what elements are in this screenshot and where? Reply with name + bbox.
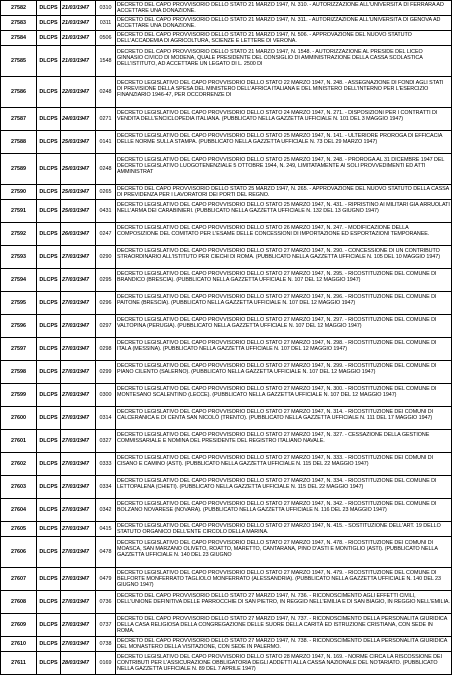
- table-row: [1, 637, 452, 652]
- record-number: 27603: [1, 476, 37, 499]
- table-row: [1, 131, 452, 154]
- table-row: [1, 499, 452, 522]
- act-type-code: DLCPS: [37, 1, 61, 16]
- act-description: [116, 453, 452, 476]
- act-description-text: DECRETO LEGISLATIVO DEL CAPO PROVVISORIO DELLO STATO 27 MARZO 1947, N. 296. - RICOSTITUZIONE DEL COMUNE DI PAITONE (BRESCIA). (PUBBLICATO NELLA GAZZETTA UFFICIALE N. 107 DEL 12 MAGGIO 1947): [117, 294, 437, 306]
- act-description: [116, 246, 452, 269]
- record-number: 27586: [1, 77, 37, 108]
- act-description: [116, 384, 452, 407]
- act-number: 0248: [96, 154, 116, 185]
- act-description: [116, 77, 452, 108]
- act-type-code: DLCPS: [37, 537, 61, 568]
- act-description-text: DECRETO LEGISLATIVO DEL CAPO PROVVISORIO DELLO STATO 27 MARZO 1947, N. 334. - RICOSTITUZIONE DEL COMUNE DI LETTOPALENA (CHIETI). (PUBBLICATO NELLA GAZZETTA UFFICIALE N. 115 DEL 22 MAGGIO 1947): [117, 478, 437, 490]
- act-description-text: DECRETO LEGISLATIVO DEL CAPO PROVVISORIO DELLO STATO 27 MARZO 1947, N. 415. - SOSTITUZIONE DELL'ART. 19 DELLO STATUTO ORGANICO DELL'ENTE CIRCOLO DELLA MARINA.: [117, 523, 441, 535]
- act-date: 27/03/1947: [61, 407, 96, 430]
- act-number: 0298: [96, 338, 116, 361]
- table-row: [1, 407, 452, 430]
- act-date: 27/03/1947: [61, 568, 96, 591]
- table-row: [1, 614, 452, 637]
- act-date: 27/03/1947: [61, 522, 96, 537]
- act-description-text: DECRETO LEGISLATIVO DEL CAPO PROVVISORIO DELLO STATO 27 MARZO 1947, N. 297. - RICOSTITUZIONE DEL COMUNE DI VALTOPINA (PERUGIA). (PUBBLICATO NELLA GAZZETTA UFFICIALE N. 107 DEL 12 MAGGIO 1947): [117, 317, 437, 329]
- table-row: [1, 361, 452, 384]
- record-number: 27607: [1, 568, 37, 591]
- act-description-text: DECRETO LEGISLATIVO DEL CAPO PROVVISORIO DELLO STATO 27 MARZO 1947, N. 342. - RICOSTITUZIONE DEL COMUNE DI BOLZANO NOVARESE (NOVARA). (PUBBLICATO NELLA GAZZETTA UFFICIALE N. 116 DEL 23 MAGGIO 1947): [117, 501, 437, 513]
- act-description: [116, 31, 452, 46]
- act-number: 0478: [96, 537, 116, 568]
- act-description: [116, 200, 452, 223]
- act-description: [116, 407, 452, 430]
- act-number: 0299: [96, 361, 116, 384]
- act-date: 27/03/1947: [61, 292, 96, 315]
- act-description-text: DECRETO LEGISLATIVO DEL CAPO PROVVISORIO DELLO STATO 22 MARZO 1947, N. 248. - ASSEGNAZIONE DI FONDI AGLI STATI DI PREVISIONE DELLA SPESA DEL MINISTERO DELL'AFRICA ITALIANA E DEL MINISTERO DELL'INTERNO PER L'ESERCIZIO FINANZIARIO 1946-47, PER OCCORRENZE DI: [117, 80, 444, 98]
- table-row: [1, 31, 452, 46]
- act-description: [116, 1, 452, 16]
- act-date: 27/03/1947: [61, 476, 96, 499]
- act-description: [116, 46, 452, 77]
- table-row: [1, 430, 452, 453]
- act-number: 0334: [96, 476, 116, 499]
- act-description: [116, 185, 452, 200]
- act-type-code: DLCPS: [37, 292, 61, 315]
- act-description-text: DECRETO DEL CAPO PROVVISORIO DELLO STATO 21 MARZO 1947, N. 310. - AUTORIZZAZIONE ALL'UNIVERSITÀ DI FERRARA AD ACCETTARE UNA DONAZIONE.: [117, 2, 444, 14]
- act-date: 24/03/1947: [61, 108, 96, 131]
- act-description: [116, 537, 452, 568]
- act-description-text: DECRETO LEGISLATIVO DEL CAPO PROVVISORIO DELLO STATO 27 MARZO 1947, N. 300. - RICOSTITUZIONE DEL COMUNE DI MONTESANO SCALENTINO (LECCE). (PUBBLICATO NELLA GAZZETTA UFFICIALE N. 107 DEL 12 MAGGIO 1947): [117, 386, 437, 398]
- act-description-text: DECRETO DEL CAPO PROVVISORIO DELLO STATO 21 MARZO 1947, N. 311. - AUTORIZZAZIONE ALL'UNIVERSITÀ DI GENOVA AD ACCETTARE UNA DONAZIONE.: [117, 17, 441, 29]
- act-description: [116, 292, 452, 315]
- table-row: [1, 476, 452, 499]
- act-number: 0737: [96, 614, 116, 637]
- act-type-code: DLCPS: [37, 568, 61, 591]
- table-row: [1, 453, 452, 476]
- act-description-text: DECRETO LEGISLATIVO DEL CAPO PROVVISORIO DELLO STATO 27 MARZO 1947, N. 314. - RICOSTITUZIONE DEI COMUNI DI CALCERANICA E DI CENTA SAN NICOLÒ (TRENTO). (PUBBLICATO NELLA GAZZETTA UFFICIALE N. 111 DEL 17 MAGGIO 1947): [117, 409, 434, 421]
- act-description-text: DECRETO LEGISLATIVO DEL CAPO PROVVISORIO DELLO STATO 27 MARZO 1947, N. 479. - RICOSTITUZIONE DEL COMUNE DI BELFORTE MONFERRATO TAGLIOLO MONFERRATO (ALESSANDRIA). (PUBBLICATO NELLA GAZZETTA UFFICIALE N. 140 DEL 23 GIUGNO 1947): [117, 570, 441, 588]
- record-number: 27598: [1, 361, 37, 384]
- act-date: 22/03/1947: [61, 77, 96, 108]
- record-number: 27591: [1, 200, 37, 223]
- act-date: 27/03/1947: [61, 338, 96, 361]
- record-number: 27589: [1, 154, 37, 185]
- act-date: 25/03/1947: [61, 154, 96, 185]
- record-number: 27583: [1, 16, 37, 31]
- act-type-code: DLCPS: [37, 46, 61, 77]
- act-date: 27/03/1947: [61, 384, 96, 407]
- act-date: 21/03/1947: [61, 46, 96, 77]
- act-date: 25/03/1947: [61, 200, 96, 223]
- act-description-text: DECRETO LEGISLATIVO DEL CAPO PROVVISORIO DELLO STATO 27 MARZO 1947, N. 327. - CESSAZIONE DELLA GESTIONE COMMISSARIALE E NOMINA DEL PRESIDENTE DEL REGISTRO ITALIANO NAVALE.: [117, 432, 430, 444]
- act-date: 25/03/1947: [61, 131, 96, 154]
- record-number: 27587: [1, 108, 37, 131]
- act-type-code: DLCPS: [37, 499, 61, 522]
- record-number: 27611: [1, 652, 37, 675]
- act-number: 0431: [96, 200, 116, 223]
- act-date: 25/03/1947: [61, 185, 96, 200]
- act-date: 27/03/1947: [61, 430, 96, 453]
- record-number: 27584: [1, 31, 37, 46]
- act-description: [116, 108, 452, 131]
- act-number: 0271: [96, 108, 116, 131]
- act-date: 21/03/1947: [61, 31, 96, 46]
- act-date: 27/03/1947: [61, 315, 96, 338]
- act-description-text: DECRETO LEGISLATIVO DEL CAPO PROVVISORIO DELLO STATO 27 MARZO 1947, N. 478. - RICOSTITUZIONE DEI COMUNI DI MOASCA, SAN MARZANO OLIVETO, ROATTO, MARETTO, CANTARANA, PINO D'ASTI E MONTIGLIO (ASTI). (PUBBLICATO NELLA GAZZETTA UFFICIALE N. 140 DEL 23 GIUGNO: [117, 540, 438, 558]
- act-description-text: DECRETO DEL CAPO PROVVISORIO DELLO STATO 21 MARZO 1947, N. 1548. - AUTORIZZAZIONE AL PRESIDE DEL LICEO GINNASIO CIVICO DI MODENA, QUALE PRESIDENTE DEL CONSIGLIO DI AMMINISTRAZIONE DELLA CASSA SCOLASTICA DELL'ISTITUTO, AD ACCETTARE UN LEGATO DI L. 2500 DI: [117, 49, 423, 67]
- act-description: [116, 499, 452, 522]
- act-description-text: DECRETO LEGISLATIVO DEL CAPO PROVVISORIO DELLO STATO 27 MARZO 1947, N. 333. - RICOSTITUZIONE DEI COMUNI DI CISANO E CAMINO (ASTI). (PUBBLICATO NELLA GAZZETTA UFFICIALE N. 115 DEL 22 MAGGIO 1947): [117, 455, 434, 467]
- act-date: 27/03/1947: [61, 614, 96, 637]
- act-number: 1548: [96, 46, 116, 77]
- act-type-code: DLCPS: [37, 453, 61, 476]
- record-number: 27608: [1, 591, 37, 614]
- act-number: 0342: [96, 499, 116, 522]
- table-row: [1, 537, 452, 568]
- table-row: [1, 77, 452, 108]
- table-row: [1, 384, 452, 407]
- table-row: [1, 269, 452, 292]
- table-row: [1, 223, 452, 246]
- record-number: 27593: [1, 246, 37, 269]
- act-number: 0506: [96, 31, 116, 46]
- act-description: [116, 568, 452, 591]
- record-number: 27602: [1, 453, 37, 476]
- record-number: 27585: [1, 46, 37, 77]
- table-row: [1, 591, 452, 614]
- act-type-code: DLCPS: [37, 614, 61, 637]
- act-number: 0311: [96, 16, 116, 31]
- act-date: 27/03/1947: [61, 537, 96, 568]
- act-type-code: DLCPS: [37, 131, 61, 154]
- act-type-code: DLCPS: [37, 154, 61, 185]
- act-date: 27/03/1947: [61, 269, 96, 292]
- decree-register-body: [1, 1, 452, 675]
- act-description-text: DECRETO LEGISLATIVO DEL CAPO PROVVISORIO DELLO STATO 27 MARZO 1947, N. 299. - RICOSTITUZIONE DEL COMUNE DI PIANO CILENTO (SALERNO). (PUBBLICATO NELLA GAZZETTA UFFICIALE N. 107 DEL 12 MAGGIO 1947): [117, 363, 437, 375]
- act-date: 27/03/1947: [61, 499, 96, 522]
- act-date: 27/03/1947: [61, 453, 96, 476]
- act-description: [116, 637, 452, 652]
- table-row: [1, 246, 452, 269]
- act-type-code: DLCPS: [37, 108, 61, 131]
- act-date: 21/03/1947: [61, 1, 96, 16]
- record-number: 27595: [1, 292, 37, 315]
- act-type-code: DLCPS: [37, 384, 61, 407]
- act-number: 0314: [96, 407, 116, 430]
- table-row: [1, 154, 452, 185]
- table-row: [1, 315, 452, 338]
- act-description-text: DECRETO LEGISLATIVO DEL CAPO PROVVISORIO DELLO STATO 27 MARZO 1947, N. 295. - RICOSTITUZIONE DEL COMUNE DI BRANDICO (BRESCIA). (PUBBLICATO NELLA GAZZETTA UFFICIALE N. 107 DEL 12 MAGGIO 1947): [117, 271, 437, 283]
- act-description-text: DECRETO LEGISLATIVO DEL CAPO PROVVISORIO DELLO STATO 27 MARZO 1947, N. 290. - CONCESSIONE DI UN CONTRIBUTO STRAORDINARIO ALL'ISTITUTO PER CIECHI DI ROMA. (PUBBLICATO NELLA GAZZETTA UFFICIALE N. 105 DEL 10 MAGGIO 1947): [117, 248, 440, 260]
- act-date: 27/03/1947: [61, 591, 96, 614]
- act-number: 0300: [96, 384, 116, 407]
- record-number: 27605: [1, 522, 37, 537]
- act-description: [116, 269, 452, 292]
- act-description-text: DECRETO LEGISLATIVO DEL CAPO PROVVISORIO DELLO STATO 25 MARZO 1947, N. 141. - ULTERIORE PROROGA DI EFFICACIA DELLE NORME SULLA STAMPA. (PUBBLICATO NELLA GAZZETTA UFFICIALE N. 73 DEL 29 MARZO 1947): [117, 133, 443, 145]
- act-number: 0296: [96, 292, 116, 315]
- act-description-text: DECRETO DEL CAPO PROVVISORIO DELLO STATO 21 MARZO 1947, N. 506. - APPROVAZIONE DEL NUOVO STATUTO DELL'ACCADEMIA DI AGRICOLTURA, SCIENZE E LETTERE DI VERONA.: [117, 32, 412, 44]
- act-number: 0248: [96, 77, 116, 108]
- act-number: 0141: [96, 131, 116, 154]
- record-number: 27606: [1, 537, 37, 568]
- table-row: [1, 522, 452, 537]
- act-description-text: DECRETO DEL CAPO PROVVISORIO DELLO STATO 27 MARZO 1947, N. 736. - RICONOSCIMENTO AGLI EFFETTI CIVILI, DELL'UNIONE DEFINITIVA DELLE PARROCCHIE DI SAN PIETRO, IN REGGIO NELL'EMILIA E DI SAN BIAGIO, IN REGGIO NELL'EMILIA.: [117, 593, 450, 605]
- act-type-code: DLCPS: [37, 591, 61, 614]
- act-type-code: DLCPS: [37, 430, 61, 453]
- record-number: 27596: [1, 315, 37, 338]
- act-number: 0738: [96, 637, 116, 652]
- record-number: 27601: [1, 430, 37, 453]
- act-type-code: DLCPS: [37, 77, 61, 108]
- act-number: 0415: [96, 522, 116, 537]
- act-description-text: DECRETO DEL CAPO PROVVISORIO DELLO STATO 27 MARZO 1947, N. 738. - RICONOSCIMENTO DELLA PERSONALITÀ GIURIDICA DEL MONASTERO DELLA VISITAZIONE, CON SEDE IN PALERMO.: [117, 638, 448, 650]
- table-row: [1, 16, 452, 31]
- act-date: 27/03/1947: [61, 637, 96, 652]
- table-row: [1, 568, 452, 591]
- act-description-text: DECRETO LEGISLATIVO DEL CAPO PROVVISORIO DELLO STATO 25 MARZO 1947, N. 431. - RIPRISTINO AI MILITARI GIÀ ARRUOLATI NELL'ARMA DEI CARABINIERI. (PUBBLICATO NELLA GAZZETTA UFFICIALE N. 132 DEL 13 GIUGNO 1947): [117, 202, 450, 214]
- act-type-code: DLCPS: [37, 269, 61, 292]
- act-number: 0297: [96, 315, 116, 338]
- table-row: [1, 338, 452, 361]
- act-type-code: DLCPS: [37, 361, 61, 384]
- act-number: 0247: [96, 223, 116, 246]
- act-description-text: DECRETO LEGISLATIVO DEL CAPO PROVVISORIO DELLO STATO 28 MARZO 1947, N. 169. - NORME CIRCA LA RISCOSSIONE DEI CONTRIBUTI PER L'ASSICURAZIONE OBBLIGATORIA DEGLI ADDETTI ALLA CASSA NAZIONALE DEL NOTARIATO. (PUBBLICATO NELLA GAZZETTA UFFICIALE N. 89 DEL 7 APRILE 1947): [117, 654, 442, 672]
- act-description-text: DECRETO LEGISLATIVO DEL CAPO PROVVISORIO DELLO STATO 24 MARZO 1947, N. 271. - DISPOSIZIONI PER I CONTRATTI DI VENDITA DELL'ENCICLOPEDIA ITALIANA. (PUBBLICATO NELLA GAZZETTA UFFICIALE N. 101 DEL 3 MAGGIO 1947): [117, 110, 438, 122]
- act-description: [116, 315, 452, 338]
- record-number: 27610: [1, 637, 37, 652]
- act-description: [116, 223, 452, 246]
- record-number: 27600: [1, 407, 37, 430]
- table-row: [1, 1, 452, 16]
- record-number: 27588: [1, 131, 37, 154]
- act-description: [116, 430, 452, 453]
- act-description: [116, 614, 452, 637]
- act-type-code: DLCPS: [37, 185, 61, 200]
- act-description-text: DECRETO DEL CAPO PROVVISORIO DELLO STATO 27 MARZO 1947, N. 737. - RICONOSCIMENTO DELLA PERSONALITÀ GIURIDICA DELLA CASA RELIGIOSA DELLA CONGREGAZIONE DELLE SUORE DELLA CARITÀ ED ISTRUZIONE CRISTIANA, CON SEDE IN ROMA.: [117, 616, 448, 634]
- act-description-text: DECRETO LEGISLATIVO DEL CAPO PROVVISORIO DELLO STATO 26 MARZO 1947, N. 247. - MODIFICAZIONE DELLA COMPOSIZIONE DEL COMITATO PER L'ESAME DELLE CONCESSIONI DI IMPORTAZIONE ED ESPORTAZIONI TEMPORANEE.: [117, 225, 430, 237]
- act-description: [116, 131, 452, 154]
- act-number: 0327: [96, 430, 116, 453]
- record-number: 27604: [1, 499, 37, 522]
- record-number: 27590: [1, 185, 37, 200]
- act-type-code: DLCPS: [37, 200, 61, 223]
- table-row: [1, 108, 452, 131]
- act-description-text: DECRETO LEGISLATIVO DEL CAPO PROVVISORIO DELLO STATO 25 MARZO 1947, N. 248. - PROROGA AL 31 DICEMBRE 1947 DEL DECRETO LEGISLATIVO LUOGOTENENZIALE 5 OTTOBRE 1944, N. 249, LIMITATAMENTE AI SOLI PROVVEDIMENTI ED ATTI AMMINISTRAT: [117, 157, 445, 175]
- act-type-code: DLCPS: [37, 522, 61, 537]
- act-description: [116, 361, 452, 384]
- act-description: [116, 652, 452, 675]
- act-description-text: DECRETO LEGISLATIVO DEL CAPO PROVVISORIO DELLO STATO 27 MARZO 1947, N. 298. - RICOSTITUZIONE DEL COMUNE DI ITALA (MESSINA). (PUBBLICATO NELLA GAZZETTA UFFICIALE N. 107 DEL 12 MAGGIO 1947): [117, 340, 437, 352]
- act-number: 0479: [96, 568, 116, 591]
- act-type-code: DLCPS: [37, 338, 61, 361]
- act-number: 0310: [96, 1, 116, 16]
- record-number: 27609: [1, 614, 37, 637]
- act-type-code: DLCPS: [37, 16, 61, 31]
- act-date: 27/03/1947: [61, 361, 96, 384]
- act-description-text: DECRETO DEL CAPO PROVVISORIO DELLO STATO 25 MARZO 1947, N. 265. - APPROVAZIONE DEL NUOVO STATUTO DELLA CASSA DI PREVIDENZA PER I LAVORATORI DEI PORTI DEL REGNO.: [117, 186, 449, 198]
- act-date: 26/03/1947: [61, 223, 96, 246]
- act-type-code: DLCPS: [37, 223, 61, 246]
- act-number: 0290: [96, 246, 116, 269]
- act-type-code: DLCPS: [37, 637, 61, 652]
- act-date: 21/03/1947: [61, 16, 96, 31]
- act-description: [116, 522, 452, 537]
- act-date: 27/03/1947: [61, 246, 96, 269]
- act-type-code: DLCPS: [37, 476, 61, 499]
- record-number: 27592: [1, 223, 37, 246]
- act-description: [116, 476, 452, 499]
- act-date: 28/03/1947: [61, 652, 96, 675]
- record-number: 27599: [1, 384, 37, 407]
- act-description: [116, 338, 452, 361]
- act-number: 0333: [96, 453, 116, 476]
- table-row: [1, 200, 452, 223]
- act-number: 0265: [96, 185, 116, 200]
- act-type-code: DLCPS: [37, 315, 61, 338]
- act-type-code: DLCPS: [37, 652, 61, 675]
- record-number: 27597: [1, 338, 37, 361]
- act-description: [116, 154, 452, 185]
- act-number: 0736: [96, 591, 116, 614]
- table-row: [1, 185, 452, 200]
- act-number: 0169: [96, 652, 116, 675]
- table-row: [1, 652, 452, 675]
- act-description: [116, 591, 452, 614]
- act-description: [116, 16, 452, 31]
- record-number: 27594: [1, 269, 37, 292]
- table-row: [1, 292, 452, 315]
- act-number: 0295: [96, 269, 116, 292]
- table-row: [1, 46, 452, 77]
- act-type-code: DLCPS: [37, 246, 61, 269]
- record-number: 27582: [1, 1, 37, 16]
- act-type-code: DLCPS: [37, 407, 61, 430]
- act-type-code: DLCPS: [37, 31, 61, 46]
